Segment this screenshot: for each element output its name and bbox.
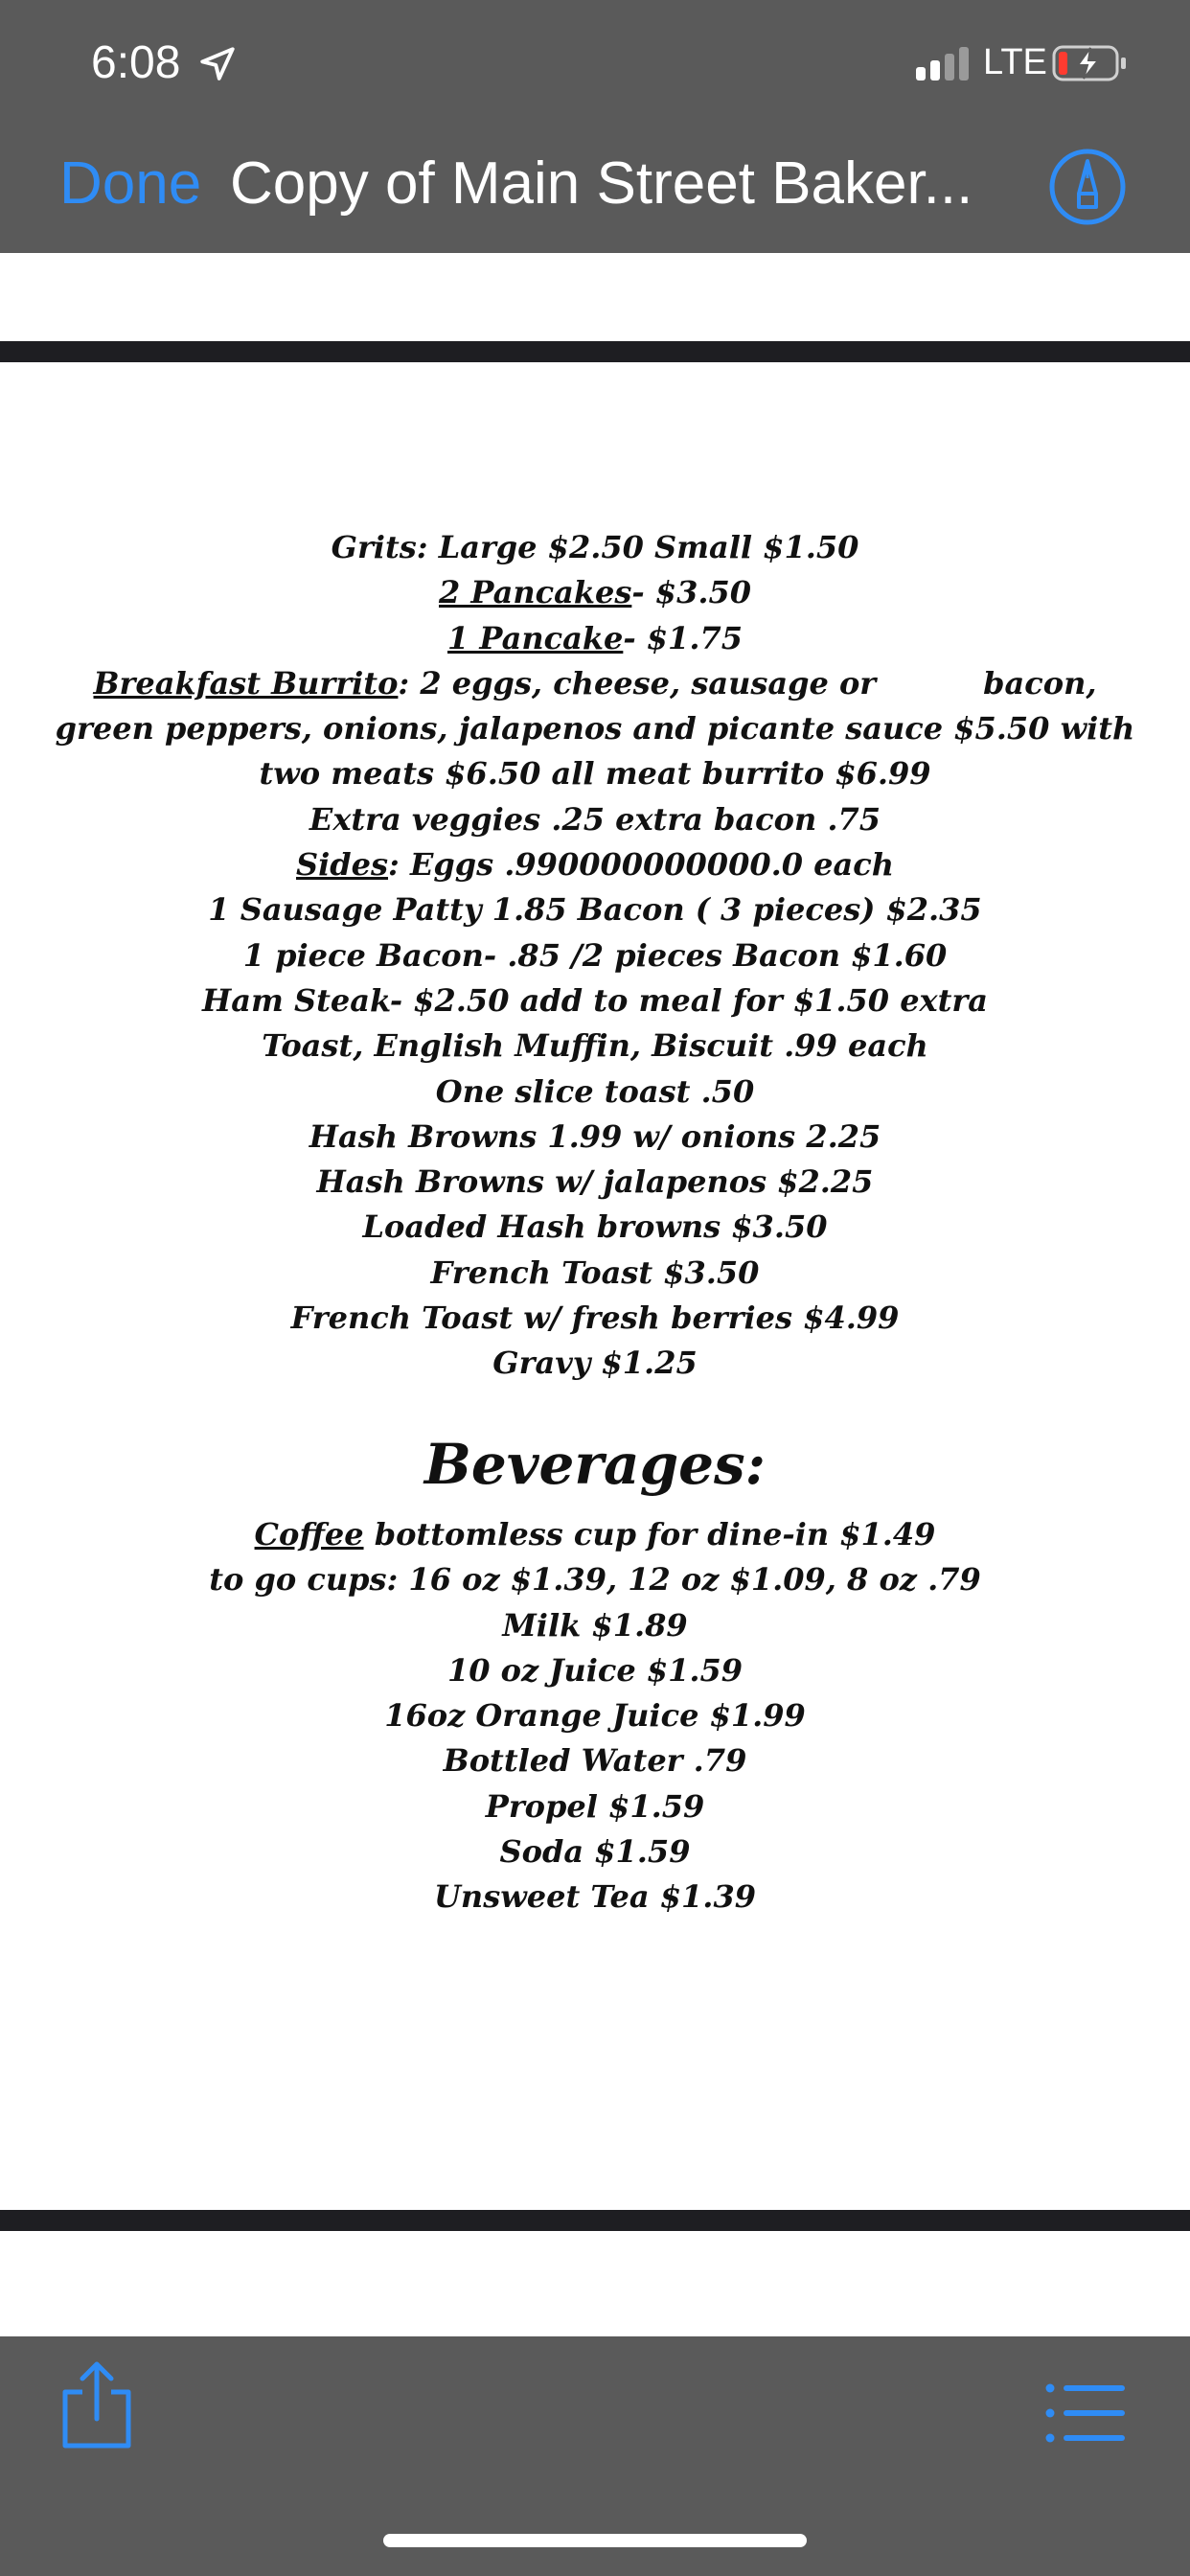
list-icon[interactable] xyxy=(1044,2382,1127,2444)
location-arrow-icon xyxy=(197,44,238,84)
beverages-heading: Beverages: xyxy=(423,1432,767,1497)
status-time: 6:08 xyxy=(91,37,181,88)
pancake1-price: - $1.75 xyxy=(623,619,743,656)
menu-line-grits: Grits: Large $2.50 Small $1.50 xyxy=(331,529,859,565)
menu-line-1-pancake xyxy=(0,616,1190,661)
bev-line-propel: Propel $1.59 xyxy=(485,1787,705,1825)
bev-line-coffee xyxy=(0,1512,1190,1557)
pancake1-label: 1 Pancake xyxy=(447,619,624,656)
carrier-label: LTE xyxy=(983,42,1047,82)
menu-line-toast: Toast, English Muffin, Biscuit .99 each xyxy=(262,1027,928,1065)
bev-line-to-go: to go cups: 16 oz $1.39, 12 oz $1.09, 8 oz .79 xyxy=(209,1561,981,1598)
burrito-text-1-end: bacon, xyxy=(983,664,1097,702)
bev-line-soda: Soda $1.59 xyxy=(499,1833,691,1871)
menu-line-burrito-3: two meats $6.50 all meat burrito $6.99 xyxy=(259,755,931,793)
menu-line-french-1: French Toast $3.50 xyxy=(430,1254,760,1291)
pancakes2-price: - $3.50 xyxy=(631,574,751,611)
battery-charging-icon xyxy=(1052,44,1129,82)
menu-line-2-pancakes xyxy=(0,570,1190,615)
sides-label: Sides xyxy=(296,846,389,884)
beverages-list xyxy=(0,1512,1190,1920)
bev-line-oj: 16oz Orange Juice $1.99 xyxy=(384,1697,806,1735)
bev-line-milk: Milk $1.89 xyxy=(502,1606,688,1644)
menu-line-french-2: French Toast w/ fresh berries $4.99 xyxy=(290,1300,900,1337)
coffee-text: bottomless cup for dine-in $1.49 xyxy=(363,1516,936,1552)
menu-line-extras: Extra veggies .25 extra bacon .75 xyxy=(309,800,881,838)
menu-page xyxy=(0,525,1190,1387)
share-icon[interactable] xyxy=(57,2359,136,2451)
page-divider-bottom xyxy=(0,2210,1190,2231)
bev-line-tea: Unsweet Tea $1.39 xyxy=(434,1878,756,1916)
bev-line-juice: 10 oz Juice $1.59 xyxy=(446,1651,744,1689)
menu-line-hash-3: Loaded Hash browns $3.50 xyxy=(362,1208,828,1246)
menu-line-sides xyxy=(0,842,1190,887)
signal-icon xyxy=(916,46,970,82)
bev-line-water: Bottled Water .79 xyxy=(443,1742,747,1780)
done-button[interactable]: Done xyxy=(59,150,202,217)
menu-line-bacon-piece: 1 piece Bacon- .85 /2 pieces Bacon $1.60 xyxy=(242,936,948,974)
page-divider-top xyxy=(0,341,1190,362)
menu-line-burrito-1 xyxy=(0,661,1190,706)
menu-line-gravy: Gravy $1.25 xyxy=(492,1345,698,1382)
menu-line-ham: Ham Steak- $2.50 add to meal for $1.50 extra xyxy=(202,981,988,1019)
menu-line-one-slice: One slice toast .50 xyxy=(435,1072,755,1110)
menu-line-hash-1: Hash Browns 1.99 w/ onions 2.25 xyxy=(309,1117,881,1155)
home-indicator[interactable] xyxy=(383,2534,807,2547)
menu-line-hash-2: Hash Browns w/ jalapenos $2.25 xyxy=(316,1163,874,1201)
pancakes2-label: 2 Pancakes xyxy=(439,574,632,611)
coffee-label: Coffee xyxy=(254,1516,364,1552)
markup-pen-icon[interactable] xyxy=(1048,148,1127,226)
burrito-label: Breakfast Burrito xyxy=(93,664,399,702)
burrito-text-1: : 2 eggs, cheese, sausage or xyxy=(398,664,877,702)
document-title: Copy of Main Street Baker... xyxy=(230,150,973,217)
sides-text: : Eggs .990000000000.0 each xyxy=(388,846,894,884)
menu-line-burrito-2: green peppers, onions, jalapenos and picante sauce $5.50 with xyxy=(55,710,1135,748)
menu-line-sausage: 1 Sausage Patty 1.85 Bacon ( 3 pieces) $2.35 xyxy=(208,891,982,929)
